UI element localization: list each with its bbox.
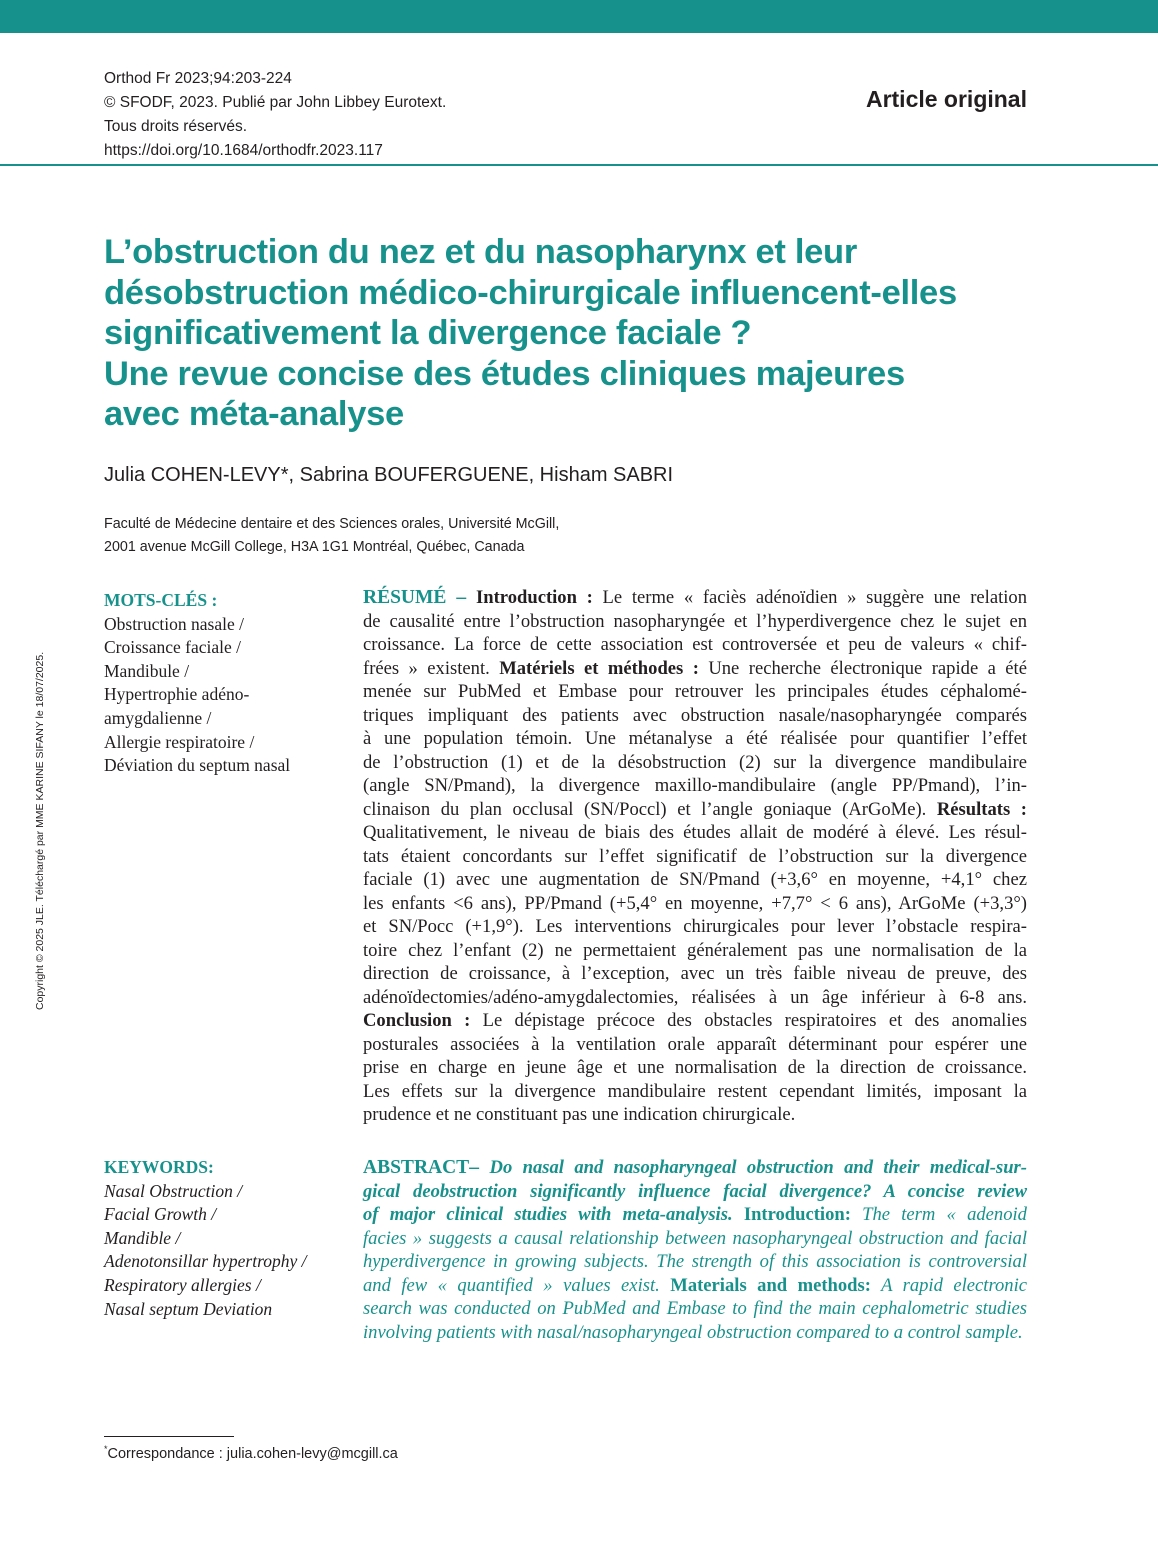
authors: Julia COHEN-LEVY*, Sabrina BOUFERGUENE, Hisham SABRI — [104, 464, 674, 486]
resume-text: prudence et ne constituant pas une indication chirurgicale. — [363, 1104, 796, 1125]
resume-text: faciale (1) avec une augmentation de SN/Pmand (+3,6° en moyenne, +4,1° chez — [363, 869, 1027, 890]
keyword-item: Respiratory allergies / — [104, 1274, 261, 1295]
section-label: Conclusion : — [363, 1010, 471, 1031]
abstract-text: The term « adenoid — [850, 1204, 1027, 1225]
keyword-item: Nasal Obstruction / — [104, 1180, 243, 1201]
abstract-text: hyperdivergence in growing subjects. The strength of this association is controversial — [363, 1251, 1027, 1272]
abstract-text: and few « quantified » values exist. — [363, 1274, 671, 1296]
resume-text: croissance. La force de cette association est controversée et peu de valeurs « chif- — [363, 634, 1027, 655]
resume-text: clinaison du plan occlusal (SN/Poccl) et l’angle goniaque (ArGoMe). — [363, 798, 937, 820]
keyword-item: Adenotonsillar hypertrophy / — [104, 1251, 307, 1272]
resume-text: triques impliquant des patients avec obstruction nasale/nasopharyngée comparés — [363, 704, 1027, 726]
resume-text: les enfants <6 ans), PP/Pmand (+5,4° en moyenne, +7,7° < 6 ans), ArGoMe (+3,3°) — [363, 892, 1027, 914]
resume-text: Une recherche électronique rapide a été — [698, 657, 1027, 679]
abstract-text: involving patients with nasal/nasopharyngeal obstruction compared to a control sample. — [363, 1321, 1023, 1343]
article-type: Article original — [865, 86, 1027, 112]
resume-text: à une population témoin. Une métanalyse a été réalisée pour quantifier l’effet — [363, 728, 1027, 749]
abstract-text: A rapid electronic — [870, 1274, 1028, 1296]
abstract-heading: ABSTRACT– — [363, 1157, 490, 1178]
title-line: significativement la divergence faciale ? — [104, 314, 752, 352]
keyword-item: Mandibule / — [104, 660, 190, 681]
keyword-item: Allergie respiratoire / — [104, 731, 255, 752]
title-line: Une revue concise des études cliniques majeures — [104, 354, 905, 393]
keyword-item: amygdalienne / — [104, 707, 212, 728]
affiliation — [104, 513, 559, 559]
section-label: Introduction : — [476, 587, 593, 608]
resume-text: tats étaient concordants sur l’effet significatif de l’obstruction sur la divergence — [363, 845, 1027, 867]
resume-text: et SN/Pocc (+1,9°). Les interventions chirurgicales pour lever l’obstacle respira- — [363, 916, 1027, 937]
abstract-title-text: Do nasal and nasopharyngeal obstruction and their medical-sur- — [489, 1157, 1027, 1178]
resume-text: (angle SN/Pmand), la divergence maxillo-mandibulaire (angle PP/Pmand), l’in- — [363, 775, 1027, 796]
keyword-item: Facial Growth / — [104, 1204, 217, 1225]
top-color-bar — [0, 0, 1158, 33]
resume-text: posturales associées à la ventilation orale apparaît déterminant pour espérer une — [363, 1033, 1027, 1055]
title-line: L’obstruction du nez et du nasopharynx et leur — [104, 233, 857, 271]
affiliation-line: 2001 avenue McGill College, H3A 1G1 Montréal, Québec, Canada — [104, 539, 525, 555]
abstract-text: search was conducted on PubMed and Embase to find the main cephalometric studies — [363, 1298, 1027, 1319]
correspondence-email[interactable]: Correspondance : julia.cohen-levy@mcgill.ca — [107, 1445, 398, 1462]
section-label: Résultats : — [936, 798, 1027, 820]
title-line: avec méta-analyse — [104, 395, 404, 433]
side-copyright: Copyright © 2025 JLE. Téléchargé par MME KARINE SIFANY le 18/07/2025. — [34, 651, 46, 1010]
footnote-marker: * — [104, 1444, 108, 1454]
resume-text: adénoïdectomies/adéno-amygdalectomies, réalisées à un âge inférieur à 6-8 ans. — [363, 986, 1027, 1008]
keyword-item: Déviation du septum nasal — [104, 755, 291, 776]
section-label: Matériels et méthodes : — [499, 657, 699, 679]
resume-text: Le terme « faciès adénoïdien » suggère une relation — [592, 587, 1027, 608]
journal-line: Tous droits réservés. — [104, 118, 247, 135]
journal-citation — [104, 67, 446, 163]
resume-text: Le dépistage précoce des obstacles respiratoires et des anomalies — [470, 1010, 1027, 1031]
abstract-title-text: gical deobstruction significantly influence facial divergence? A concise review — [363, 1180, 1027, 1202]
keywords-fr — [104, 589, 290, 778]
resume-text: direction de croissance, à l’exception, avec un très faible niveau de preuve, des — [363, 963, 1027, 984]
keyword-item: Croissance faciale / — [104, 637, 242, 658]
affiliation-line: Faculté de Médecine dentaire et des Sciences orales, Université McGill, — [104, 516, 560, 532]
keywords-en — [104, 1156, 307, 1321]
keyword-item: Nasal septum Deviation — [104, 1298, 273, 1319]
resume-fr — [363, 586, 1027, 1127]
keyword-item: Hypertrophie adéno- — [104, 684, 250, 705]
abstract-en — [363, 1156, 1027, 1344]
resume-text: prise en charge en jeune âge et une normalisation de la direction de croissance. — [363, 1057, 1027, 1078]
doi-link[interactable]: https://doi.org/10.1684/orthodfr.2023.117 — [104, 142, 383, 159]
resume-text: de causalité entre l’obstruction nasopharyngée et l’hyperdivergence chez le sujet en — [363, 610, 1027, 632]
journal-line: Orthod Fr 2023;94:203-224 — [104, 70, 292, 87]
resume-text: menée sur PubMed et Embase pour retrouver les principales études céphalomé- — [363, 681, 1027, 702]
section-label: Materials and methods: — [670, 1274, 871, 1296]
article-title — [104, 232, 1064, 435]
resume-text: de l’obstruction (1) et de la désobstruction (2) sur la divergence mandibulaire — [363, 751, 1027, 773]
resume-text: Qualitativement, le niveau de biais des études allait de modéré à élevé. Les résul- — [363, 822, 1027, 843]
keywords-fr-title: MOTS-CLÉS : — [104, 590, 218, 610]
title-line: désobstruction médico-chirurgicale influencent-elles — [104, 273, 957, 312]
section-label: Introduction: — [743, 1204, 851, 1225]
resume-heading: RÉSUMÉ – — [363, 587, 477, 608]
journal-line: © SFODF, 2023. Publié par John Libbey Eurotext. — [104, 94, 447, 111]
resume-text: toire chez l’enfant (2) ne permettaient généralement pas une normalisation de la — [363, 939, 1027, 961]
header-rule — [0, 164, 1158, 166]
abstract-text: facies » suggests a causal relationship between nasopharyngeal obstruction and facial — [363, 1227, 1027, 1249]
resume-text: Les effets sur la divergence mandibulaire restent cependant limités, imposant la — [363, 1080, 1027, 1102]
keywords-en-title: KEYWORDS: — [104, 1157, 214, 1177]
footnote — [104, 1444, 398, 1462]
keyword-item: Mandible / — [104, 1227, 181, 1248]
footnote-rule — [104, 1436, 234, 1437]
abstract-title-text: of major clinical studies with meta-analysis. — [363, 1204, 744, 1225]
resume-text: frées » existent. — [363, 657, 500, 679]
keyword-item: Obstruction nasale / — [104, 613, 244, 634]
